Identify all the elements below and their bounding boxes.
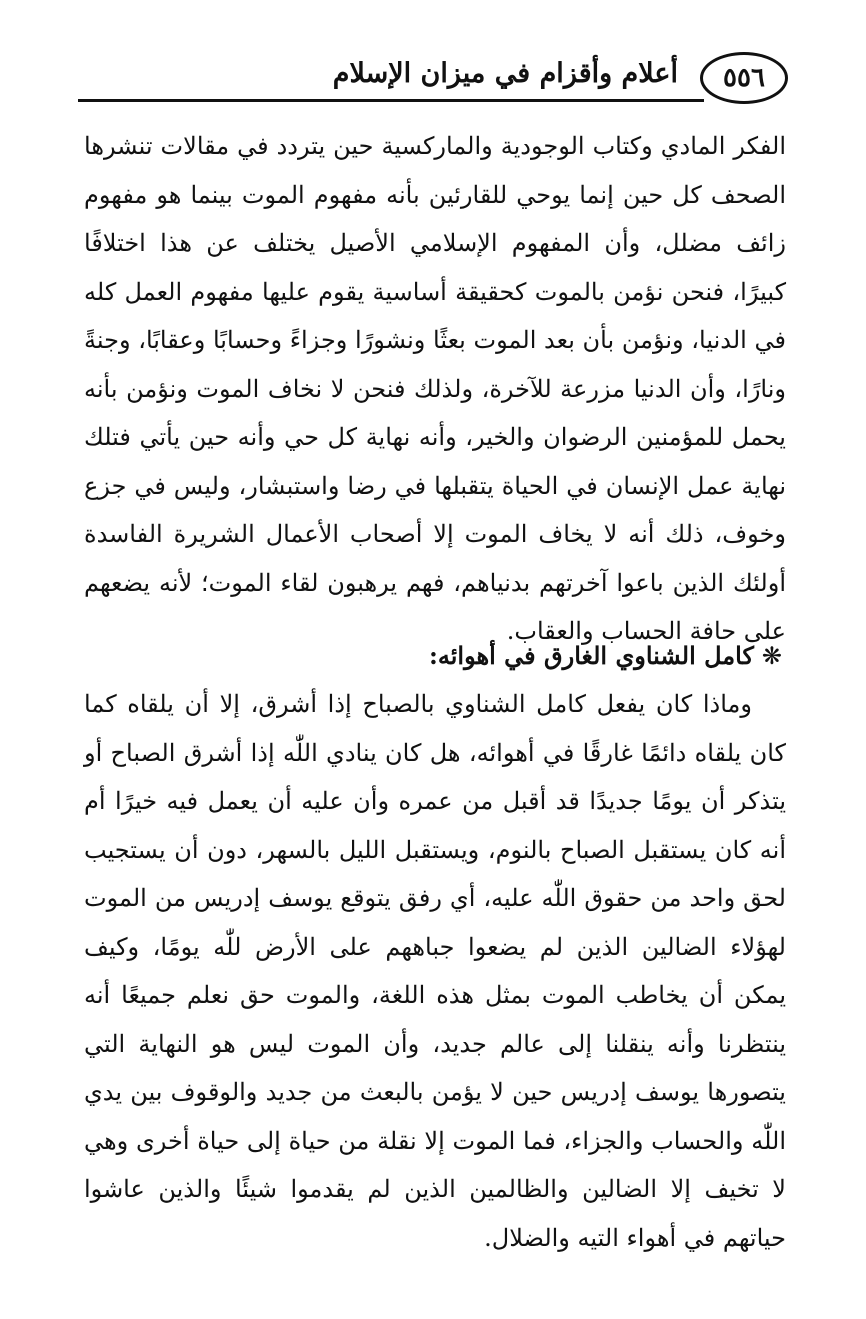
asterism-icon: ❋	[761, 642, 782, 670]
paragraph-2: وماذا كان يفعل كامل الشناوي بالصباح إذا أشرق، إلا أن يلقاه كما كان يلقاه دائمًا غارقًا في أهوائه، هل كان ينادي اللّٰه إذا أشرق الصباح أو يتذكر أن يومًا جديدًا قد أقبل من عمره وأن عليه أن يعمل فيه خيرًا أم أنه كان يستقبل الصباح بالنوم، ويستقبل الليل بالسهر، دون أن يستجيب لحق واحد من حقوق اللّٰه عليه، أي رفق يتوقع يوسف إدريس من الموت لهؤلاء الضالين الذين لم يضعوا جباههم على الأرض للّٰه يومًا، وكيف يمكن أن يخاطب الموت بمثل هذه اللغة، والموت حق نعلم جميعًا أنه ينتظرنا وأنه ينقلنا إلى عالم جديد، وأن الموت ليس هو النهاية التي يتصورها يوسف إدريس حين لا يؤمن بالبعث من جديد والوقوف بين يدي اللّٰه والحساب والجزاء، فما الموت إلا نقلة من حياة إلى حياة أخرى وهي لا تخيف إلا الضالين والظالمين الذين لم يقدموا شيئًا والذين عاشوا حياتهم في أهواء التيه والضلال.	[84, 690, 786, 1252]
page-number: ٥٥٦	[700, 52, 788, 104]
section-heading	[429, 632, 782, 680]
section-heading-text: كامل الشناوي الغارق في أهوائه:	[429, 641, 754, 670]
paragraph-1: الفكر المادي وكتاب الوجودية والماركسية حين يتردد في مقالات تنشرها الصحف كل حين إنما يوحي للقارئين بأنه مفهوم الموت بينما هو مفهوم زائف مضلل، وأن المفهوم الإسلامي الأصيل يختلف عن هذا اختلافًا كبيرًا، فنحن نؤمن بالموت كحقيقة أساسية يقوم عليها مفهوم العمل كله في الدنيا، ونؤمن بأن بعد الموت بعثًا ونشورًا وجزاءً وحسابًا وعقابًا، وجنةً ونارًا، وأن الدنيا مزرعة للآخرة، ولذلك فنحن لا نخاف الموت ونؤمن بأنه يحمل للمؤمنين الرضوان والخير، وأنه نهاية كل حي وأنه حين يأتي فتلك نهاية عمل الإنسان في الحياة يتقبلها في رضا واستبشار، وليس في جزع وخوف، ذلك أنه لا يخاف الموت إلا أصحاب الأعمال الشريرة الفاسدة أولئك الذين باعوا آخرتهم بدنياهم، فهم يرهبون لقاء الموت؛ لأنه يضعهم على حافة الحساب والعقاب.	[84, 132, 786, 645]
page-header	[78, 52, 788, 108]
running-title: أعلام وأقزام في ميزان الإسلام	[332, 58, 678, 89]
header-rule	[78, 99, 704, 102]
